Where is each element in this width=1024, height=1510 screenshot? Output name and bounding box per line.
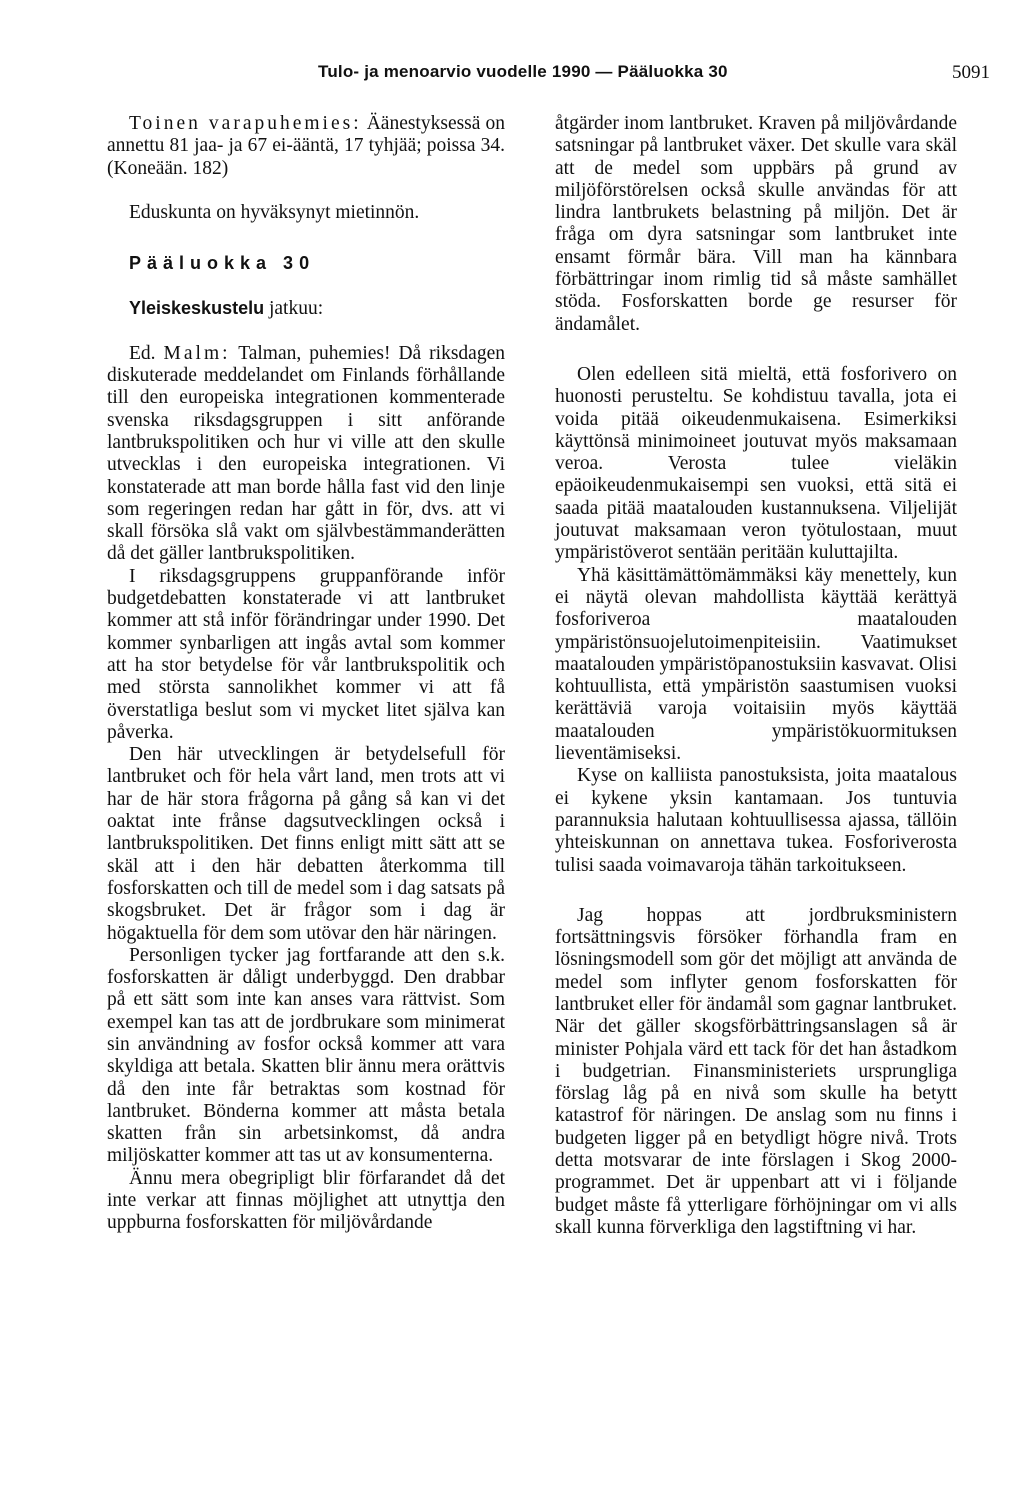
speech-paragraph-7: Olen edelleen sitä mieltä, että fosforivero on huonosti perusteltu. Se kohdistuu tavalla, jota ei voida pitää oikeudenmukaisena. Esimerkiksi käyttönsä minimoineet joutuvat myös maksamaan veroa. Verosta tulee vieläkin epäoikeudenmukaisempi sen vuoksi, että sitä ei saada pitää maatalouden kustannuksena. Viljelijät joutuvat maksamaan veron työtulostaan, muut ympäristöverot sentään peritään kuluttajilta. <box>555 363 957 564</box>
page-number: 5091 <box>952 62 990 83</box>
speech-paragraph-2: I riksdagsgruppens gruppanförande inför budgetdebatten konstaterade vi att lantbruket kommer att stå inför förändringar under 1990. Det kommer synbarligen att ingås avtal som kommer att ha stor betydelse för vår lantbrukspolitik och med största sannolikhet kommer vi att få överstatliga beslut som vi mycket litet själva kan påverka. <box>107 565 505 743</box>
speech-text-1: Talman, puhemies! Då riksdagen diskuterade meddelandet om Finlands förhållande till den europeiska integrationen kommenterade svenska riksdagsgruppen i sitt anförande lantbrukspolitiken och hur vi ville att den skulle utvecklas i den europeiska integrationen. Vi konstaterade att man borde hålla fast vid den linje som regeringen redan har gått in för, dvs. att vi skall försöka slå vakt om självbestämmanderätten då det gäller lantbrukspolitiken. <box>107 342 505 565</box>
running-title: Tulo- ja menoarvio vuodelle 1990 — Pääluokka 30 <box>318 62 728 81</box>
speech-paragraph-1 <box>107 343 505 566</box>
left-column <box>107 113 505 1235</box>
speech-paragraph-4: Personligen tycker jag fortfarande att den s.k. fosforskatten är dåligt underbyggd. Den drabbar på ett sätt som inte kan anses vara rättvist. Som exempel kan tas att de jordbrukare som minimerat sin användning av fosfor också kommer att vara skyldiga att betala. Skatten blir ännu mera orättvis då den inte får betraktas som kostnad för lantbruket. Bönderna kommer att måsta betala skatten från sin arbetsinkomst, då andra miljöskatter kommer att tas ut av konsumenterna. <box>107 944 505 1167</box>
right-column <box>555 113 957 1239</box>
speech-paragraph-3: Den här utvecklingen är betydelsefull för lantbruket och för hela vårt land, men trots att vi har de här stora frågorna på gång så kan vi det oaktat inte frånse dagsutvecklingen också i lantbrukspolitiken. Det finns enligt mitt sätt att se skäl att i den här debatten återkomma till fosforskatten och till de medel som i dag satsats på skogsbruket. Det är frågor som i dag är högaktuella för dem som utövar den här näringen. <box>107 744 505 944</box>
speaker-name: Malm: <box>163 342 231 364</box>
speech-paragraph-5: Ännu mera obegripligt blir förfarandet då det inte verkar att finnas möjlighet att utnyttja den uppburna fosforskatten för miljövårdande <box>107 1167 505 1234</box>
speaker-prefix: Ed. <box>129 342 156 364</box>
vote-speaker: Toinen varapuhemies: <box>129 113 362 134</box>
speech-paragraph-8: Yhä käsittämättömämmäksi käy menettely, kun ei näytä olevan mahdollista käyttää kerättyä fosforiveroa maatalouden ympäristönsuojelutoimenpiteisiin. Vaatimukset maatalouden ympäristöpanostuksiin kasvavat. Olisi kohtuullista, että ympäristön saastumisen vuoksi kerättäviä varoja voitaisiin myös käyttää maatalouden ympäristökuormituksen lieventämiseksi. <box>555 564 957 765</box>
section-heading-text: Pääluokka 30 <box>129 253 316 274</box>
vote-text: Äänestyksessä on annettu 81 jaa- ja 67 ei-ääntä, 17 tyhjää; poissa 34. (Koneään. 182) <box>107 113 505 179</box>
section-heading <box>107 252 505 275</box>
speech-paragraph-9: Kyse on kalliista panostuksista, joita maatalous ei kykene yksin kantamaan. Jos tuntuvia parannuksia halutaan kohtuullisessa ajassa, tällöin yhteiskunnan on annettava tukea. Fosforiverosta tulisi saada voimavaroja tähän tarkoitukseen. <box>555 765 957 876</box>
speech-paragraph-6: åtgärder inom lantbruket. Kraven på miljövårdande satsningar på lantbruket växer. Det skulle vara skäl att de medel som uppbärs på grund av miljöförstörelsen också skulle användas för att lindra lantbrukets belastning på miljön. Det är fråga om dyra satsningar som lantbruket inte ensamt förmår bära. Vill man ha kännbara förbättringar inom rimlig tid så måste samhället stöda. Fosforskatten borde ge resurser för ändamålet. <box>555 113 957 335</box>
vote-result-paragraph <box>107 113 505 180</box>
approval-statement: Eduskunta on hyväksynyt mietinnön. <box>129 201 420 223</box>
debate-heading-text: Yleiskeskustelu <box>129 298 265 319</box>
debate-heading <box>107 297 505 320</box>
debate-heading-suffix: jatkuu: <box>268 298 324 320</box>
speech-paragraph-10: Jag hoppas att jordbruksministern fortsättningsvis försöker förhandla fram en lösningsmodell som gör det möjligt att använda de medel som inflyter genom fosforskatten för lantbruket eller för ändamål som gagnar lantbruket. När det gäller skogsförbättringsanslagen så är minister Pohjala värd ett tack för det han åstadkom i budgetrian. Finansministeriets ursprungliga förslag låg på en nivå som skulle ha betytt katastrof för näringen. De anslag som nu finns i budgeten ligger på en betydligt högre nivå. Trots detta motsvarar de inte förslagen i Skog 2000-programmet. Det är uppenbart att vi i följande budget måste få ytterligare förhöjningar om vi alls skall kunna förverkliga den lagstiftning vi har. <box>555 904 957 1238</box>
